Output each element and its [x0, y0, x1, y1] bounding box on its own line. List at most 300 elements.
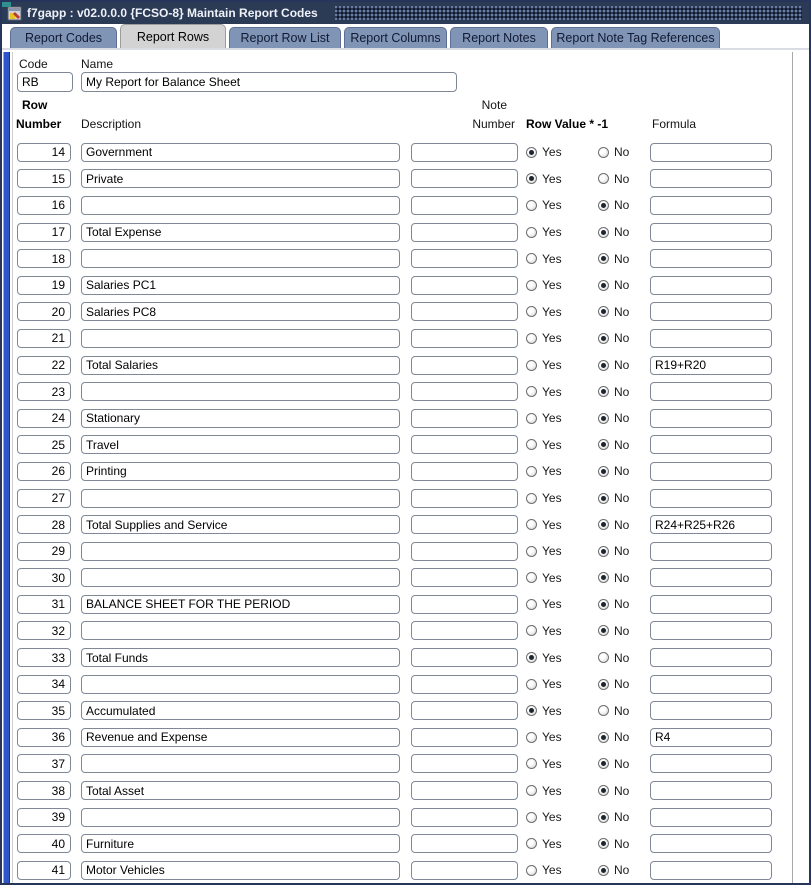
tab-report-rows[interactable]: Report Rows [120, 24, 226, 48]
table-row [2, 272, 809, 299]
description-input[interactable] [81, 143, 400, 162]
row-value-yes-option[interactable] [526, 358, 590, 372]
description-input[interactable] [81, 542, 400, 561]
row-value-no-option[interactable] [598, 810, 648, 824]
row-number-input[interactable] [17, 675, 71, 694]
row-number-input[interactable] [17, 542, 71, 561]
description-input[interactable] [81, 435, 400, 454]
description-input[interactable] [81, 754, 400, 773]
no-radio[interactable] [598, 546, 609, 557]
yes-radio[interactable] [526, 652, 537, 663]
row-number-input[interactable] [17, 462, 71, 481]
row-value-no-option[interactable] [598, 145, 648, 159]
yes-radio[interactable] [526, 386, 537, 397]
tab-report-codes[interactable]: Report Codes [10, 27, 117, 48]
no-radio[interactable] [598, 173, 609, 184]
row-value-no-option[interactable] [598, 677, 648, 691]
formula-input[interactable] [650, 515, 772, 534]
col-header-formula: Formula [652, 117, 697, 131]
row-number-input[interactable] [17, 701, 71, 720]
formula-input[interactable] [650, 223, 772, 242]
no-label: No [614, 756, 630, 771]
formula-input[interactable] [650, 754, 772, 773]
row-number-input[interactable] [17, 169, 71, 188]
window-title: f7gapp : v02.0.0.0 {FCSO-8} Maintain Report Codes [27, 6, 318, 20]
row-value-yes-option[interactable] [526, 464, 590, 478]
tab-report-row-list[interactable]: Report Row List [229, 27, 341, 48]
row-value-yes-option[interactable] [526, 784, 590, 798]
row-number-input[interactable] [17, 276, 71, 295]
row-value-yes-option[interactable] [526, 491, 590, 505]
row-number-input[interactable] [17, 489, 71, 508]
table-row [2, 511, 809, 538]
row-value-no-option[interactable] [598, 278, 648, 292]
formula-input[interactable] [650, 276, 772, 295]
no-label: No [614, 544, 630, 559]
no-label: No [614, 331, 630, 346]
description-input[interactable] [81, 409, 400, 428]
row-number-input[interactable] [17, 356, 71, 375]
yes-label: Yes [542, 304, 562, 319]
row-value-no-option[interactable] [598, 518, 648, 532]
note-number-input[interactable] [411, 728, 518, 747]
note-number-input[interactable] [411, 568, 518, 587]
table-row [2, 618, 809, 645]
row-value-yes-option[interactable] [526, 651, 590, 665]
table-row [2, 671, 809, 698]
row-number-input[interactable] [17, 834, 71, 853]
description-input[interactable] [81, 169, 400, 188]
yes-label: Yes [542, 278, 562, 293]
tab-report-columns[interactable]: Report Columns [344, 27, 447, 48]
no-label: No [614, 411, 630, 426]
row-value-no-option[interactable] [598, 757, 648, 771]
no-label: No [614, 677, 630, 692]
row-number-input[interactable] [17, 728, 71, 747]
row-value-yes-option[interactable] [526, 810, 590, 824]
formula-input[interactable] [650, 728, 772, 747]
row-value-yes-option[interactable] [526, 225, 590, 239]
row-number-input[interactable] [17, 595, 71, 614]
row-value-yes-option[interactable] [526, 544, 590, 558]
row-value-no-option[interactable] [598, 597, 648, 611]
note-number-input[interactable] [411, 409, 518, 428]
yes-radio[interactable] [526, 147, 537, 158]
note-number-input[interactable] [411, 435, 518, 454]
row-value-yes-option[interactable] [526, 863, 590, 877]
no-radio[interactable] [598, 227, 609, 238]
note-number-input[interactable] [411, 808, 518, 827]
row-number-input[interactable] [17, 515, 71, 534]
row-value-yes-option[interactable] [526, 757, 590, 771]
no-radio[interactable] [598, 200, 609, 211]
row-value-yes-option[interactable] [526, 438, 590, 452]
note-number-input[interactable] [411, 542, 518, 561]
row-value-yes-option[interactable] [526, 172, 590, 186]
description-input[interactable] [81, 808, 400, 827]
note-number-input[interactable] [411, 861, 518, 880]
note-number-input[interactable] [411, 356, 518, 375]
col-header-row-value: Row Value * -1 [526, 117, 609, 131]
col-header-note-number: Number [472, 117, 515, 131]
yes-radio[interactable] [526, 439, 537, 450]
row-value-yes-option[interactable] [526, 145, 590, 159]
no-radio[interactable] [598, 758, 609, 769]
table-row [2, 565, 809, 592]
no-radio[interactable] [598, 572, 609, 583]
table-row [2, 697, 809, 724]
no-radio[interactable] [598, 732, 609, 743]
row-number-input[interactable] [17, 249, 71, 268]
no-label: No [614, 783, 630, 798]
description-input[interactable] [81, 489, 400, 508]
row-number-input[interactable] [17, 382, 71, 401]
table-row [2, 245, 809, 272]
yes-label: Yes [542, 783, 562, 798]
col-header-row-number: Number [16, 117, 62, 131]
note-number-input[interactable] [411, 249, 518, 268]
no-radio[interactable] [598, 253, 609, 264]
yes-radio[interactable] [526, 838, 537, 849]
yes-label: Yes [542, 145, 562, 160]
table-row [2, 644, 809, 671]
no-radio[interactable] [598, 705, 609, 716]
row-value-no-option[interactable] [598, 704, 648, 718]
no-radio[interactable] [598, 865, 609, 876]
row-number-input[interactable] [17, 302, 71, 321]
yes-radio[interactable] [526, 758, 537, 769]
row-value-no-option[interactable] [598, 863, 648, 877]
yes-radio[interactable] [526, 572, 537, 583]
no-radio[interactable] [598, 333, 609, 344]
formula-input[interactable] [650, 435, 772, 454]
no-radio[interactable] [598, 838, 609, 849]
row-value-yes-option[interactable] [526, 411, 590, 425]
note-number-input[interactable] [411, 675, 518, 694]
row-value-yes-option[interactable] [526, 704, 590, 718]
row-number-input[interactable] [17, 409, 71, 428]
row-value-no-option[interactable] [598, 172, 648, 186]
row-value-yes-option[interactable] [526, 571, 590, 585]
formula-input[interactable] [650, 675, 772, 694]
row-value-no-option[interactable] [598, 225, 648, 239]
formula-input[interactable] [650, 781, 772, 800]
row-number-input[interactable] [17, 648, 71, 667]
row-value-no-option[interactable] [598, 358, 648, 372]
yes-radio[interactable] [526, 679, 537, 690]
row-value-no-option[interactable] [598, 198, 648, 212]
yes-label: Yes [542, 703, 562, 718]
no-label: No [614, 251, 630, 266]
row-number-input[interactable] [17, 568, 71, 587]
row-number-input[interactable] [17, 196, 71, 215]
table-row [2, 724, 809, 751]
formula-input[interactable] [650, 808, 772, 827]
row-value-no-option[interactable] [598, 252, 648, 266]
description-input[interactable] [81, 781, 400, 800]
table-row [2, 139, 809, 166]
row-value-yes-option[interactable] [526, 305, 590, 319]
no-label: No [614, 304, 630, 319]
note-number-input[interactable] [411, 169, 518, 188]
row-value-no-option[interactable] [598, 491, 648, 505]
yes-label: Yes [542, 863, 562, 878]
row-value-no-option[interactable] [598, 730, 648, 744]
yes-radio[interactable] [526, 200, 537, 211]
note-number-input[interactable] [411, 701, 518, 720]
yes-label: Yes [542, 491, 562, 506]
description-input[interactable] [81, 728, 400, 747]
no-radio[interactable] [598, 386, 609, 397]
formula-input[interactable] [650, 834, 772, 853]
yes-label: Yes [542, 384, 562, 399]
yes-radio[interactable] [526, 519, 537, 530]
yes-radio[interactable] [526, 173, 537, 184]
formula-input[interactable] [650, 861, 772, 880]
formula-input[interactable] [650, 382, 772, 401]
yes-label: Yes [542, 171, 562, 186]
description-input[interactable] [81, 675, 400, 694]
tab-report-note-tag-references[interactable]: Report Note Tag References [551, 27, 720, 48]
yes-radio[interactable] [526, 413, 537, 424]
formula-input[interactable] [650, 542, 772, 561]
no-label: No [614, 491, 630, 506]
row-value-yes-option[interactable] [526, 837, 590, 851]
row-value-no-option[interactable] [598, 331, 648, 345]
yes-radio[interactable] [526, 466, 537, 477]
no-radio[interactable] [598, 360, 609, 371]
yes-radio[interactable] [526, 599, 537, 610]
row-value-yes-option[interactable] [526, 385, 590, 399]
yes-radio[interactable] [526, 546, 537, 557]
row-number-input[interactable] [17, 781, 71, 800]
yes-label: Yes [542, 597, 562, 612]
row-value-no-option[interactable] [598, 571, 648, 585]
description-input[interactable] [81, 196, 400, 215]
note-number-input[interactable] [411, 754, 518, 773]
app-icon [7, 6, 22, 21]
formula-input[interactable] [650, 621, 772, 640]
note-number-input[interactable] [411, 462, 518, 481]
row-value-yes-option[interactable] [526, 518, 590, 532]
description-input[interactable] [81, 701, 400, 720]
row-value-no-option[interactable] [598, 784, 648, 798]
rows [2, 139, 809, 884]
no-radio[interactable] [598, 466, 609, 477]
description-input[interactable] [81, 249, 400, 268]
description-input[interactable] [81, 223, 400, 242]
row-value-no-option[interactable] [598, 624, 648, 638]
no-radio[interactable] [598, 812, 609, 823]
description-input[interactable] [81, 276, 400, 295]
formula-input[interactable] [650, 169, 772, 188]
yes-radio[interactable] [526, 705, 537, 716]
yes-label: Yes [542, 810, 562, 825]
formula-input[interactable] [650, 462, 772, 481]
table-row [2, 804, 809, 831]
no-radio[interactable] [598, 280, 609, 291]
no-radio[interactable] [598, 625, 609, 636]
formula-input[interactable] [650, 595, 772, 614]
yes-label: Yes [542, 358, 562, 373]
no-radio[interactable] [598, 439, 609, 450]
description-input[interactable] [81, 834, 400, 853]
row-value-no-option[interactable] [598, 544, 648, 558]
formula-input[interactable] [650, 356, 772, 375]
note-number-input[interactable] [411, 143, 518, 162]
note-number-input[interactable] [411, 196, 518, 215]
note-number-input[interactable] [411, 834, 518, 853]
note-number-input[interactable] [411, 781, 518, 800]
note-number-input[interactable] [411, 515, 518, 534]
row-value-yes-option[interactable] [526, 730, 590, 744]
col-header-row: Row [22, 98, 48, 112]
note-number-input[interactable] [411, 329, 518, 348]
note-number-input[interactable] [411, 621, 518, 640]
yes-radio[interactable] [526, 227, 537, 238]
row-value-yes-option[interactable] [526, 198, 590, 212]
no-radio[interactable] [598, 519, 609, 530]
table-row [2, 192, 809, 219]
yes-label: Yes [542, 464, 562, 479]
description-input[interactable] [81, 329, 400, 348]
yes-label: Yes [542, 437, 562, 452]
row-value-no-option[interactable] [598, 651, 648, 665]
table-row [2, 830, 809, 857]
row-value-yes-option[interactable] [526, 331, 590, 345]
yes-radio[interactable] [526, 493, 537, 504]
tab-report-notes[interactable]: Report Notes [450, 27, 548, 48]
formula-input[interactable] [650, 409, 772, 428]
row-value-no-option[interactable] [598, 837, 648, 851]
formula-input[interactable] [650, 568, 772, 587]
description-input[interactable] [81, 621, 400, 640]
yes-radio[interactable] [526, 785, 537, 796]
table-row [2, 538, 809, 565]
row-value-no-option[interactable] [598, 305, 648, 319]
row-number-input[interactable] [17, 435, 71, 454]
table-row [2, 432, 809, 459]
formula-input[interactable] [650, 329, 772, 348]
table-row [2, 325, 809, 352]
yes-radio[interactable] [526, 306, 537, 317]
no-radio[interactable] [598, 413, 609, 424]
no-radio[interactable] [598, 599, 609, 610]
yes-label: Yes [542, 756, 562, 771]
table-row [2, 219, 809, 246]
table-row [2, 166, 809, 193]
yes-radio[interactable] [526, 280, 537, 291]
yes-label: Yes [542, 730, 562, 745]
name-input[interactable] [81, 72, 457, 92]
row-number-input[interactable] [17, 223, 71, 242]
no-radio[interactable] [598, 785, 609, 796]
no-radio[interactable] [598, 306, 609, 317]
row-value-yes-option[interactable] [526, 624, 590, 638]
row-number-input[interactable] [17, 754, 71, 773]
row-value-no-option[interactable] [598, 385, 648, 399]
formula-input[interactable] [650, 648, 772, 667]
description-input[interactable] [81, 595, 400, 614]
yes-radio[interactable] [526, 865, 537, 876]
no-label: No [614, 225, 630, 240]
content-area [2, 52, 809, 883]
row-value-no-option[interactable] [598, 464, 648, 478]
yes-radio[interactable] [526, 333, 537, 344]
description-input[interactable] [81, 462, 400, 481]
table-row [2, 751, 809, 778]
description-input[interactable] [81, 356, 400, 375]
code-input[interactable] [17, 72, 73, 92]
no-label: No [614, 358, 630, 373]
no-label: No [614, 384, 630, 399]
yes-radio[interactable] [526, 625, 537, 636]
description-input[interactable] [81, 382, 400, 401]
title-bar[interactable] [2, 2, 809, 24]
note-number-input[interactable] [411, 223, 518, 242]
note-number-input[interactable] [411, 489, 518, 508]
no-label: No [614, 703, 630, 718]
row-value-yes-option[interactable] [526, 278, 590, 292]
formula-input[interactable] [650, 302, 772, 321]
yes-radio[interactable] [526, 732, 537, 743]
no-radio[interactable] [598, 147, 609, 158]
no-label: No [614, 517, 630, 532]
yes-label: Yes [542, 331, 562, 346]
no-label: No [614, 623, 630, 638]
formula-input[interactable] [650, 249, 772, 268]
tab-bar [2, 24, 809, 50]
yes-label: Yes [542, 198, 562, 213]
yes-label: Yes [542, 650, 562, 665]
row-value-no-option[interactable] [598, 411, 648, 425]
row-number-input[interactable] [17, 861, 71, 880]
yes-radio[interactable] [526, 253, 537, 264]
yes-label: Yes [542, 836, 562, 851]
note-number-input[interactable] [411, 302, 518, 321]
description-input[interactable] [81, 861, 400, 880]
description-input[interactable] [81, 302, 400, 321]
description-input[interactable] [81, 648, 400, 667]
formula-input[interactable] [650, 489, 772, 508]
yes-label: Yes [542, 623, 562, 638]
row-value-yes-option[interactable] [526, 252, 590, 266]
no-radio[interactable] [598, 679, 609, 690]
row-value-yes-option[interactable] [526, 597, 590, 611]
row-number-input[interactable] [17, 808, 71, 827]
description-input[interactable] [81, 568, 400, 587]
formula-input[interactable] [650, 196, 772, 215]
row-number-input[interactable] [17, 621, 71, 640]
row-value-yes-option[interactable] [526, 677, 590, 691]
no-radio[interactable] [598, 493, 609, 504]
description-input[interactable] [81, 515, 400, 534]
row-number-input[interactable] [17, 329, 71, 348]
no-radio[interactable] [598, 652, 609, 663]
yes-label: Yes [542, 544, 562, 559]
row-number-input[interactable] [17, 143, 71, 162]
yes-radio[interactable] [526, 812, 537, 823]
note-number-input[interactable] [411, 382, 518, 401]
formula-input[interactable] [650, 701, 772, 720]
note-number-input[interactable] [411, 595, 518, 614]
no-label: No [614, 171, 630, 186]
row-value-no-option[interactable] [598, 438, 648, 452]
yes-radio[interactable] [526, 360, 537, 371]
formula-input[interactable] [650, 143, 772, 162]
note-number-input[interactable] [411, 276, 518, 295]
note-number-input[interactable] [411, 648, 518, 667]
